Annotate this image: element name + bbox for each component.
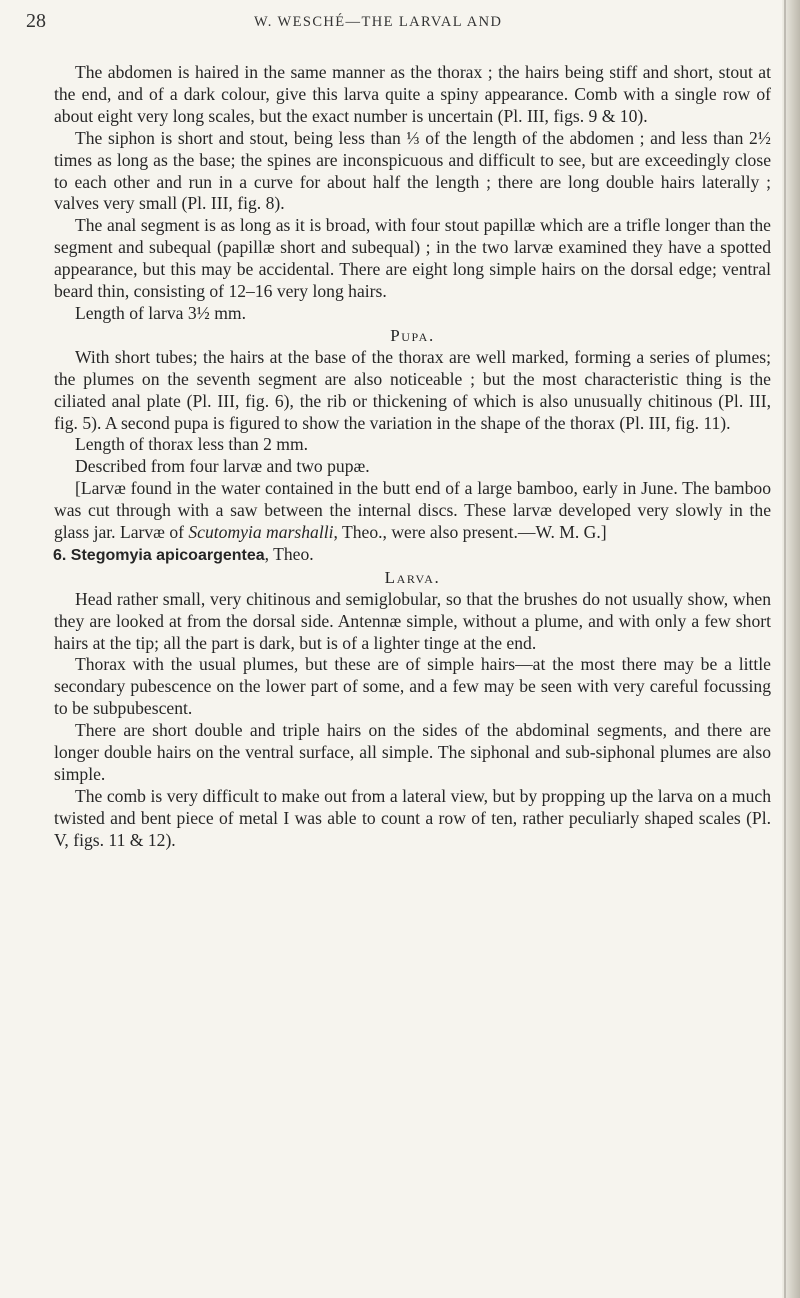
bracket-note-species: Scutomyia marshalli [188,522,334,543]
page-number: 28 [26,10,46,32]
paragraph-comb: The comb is very difficult to make out from a lateral view, but by propping up the larva on a much twisted and bent piece of metal I was able to count a row of ten, rather peculiarly shaped scales (Pl. V, figs. 11 & 12). [54,785,771,850]
paragraph-head: Head rather small, very chitinous and semiglobular, so that the brushes do not usually show, when they are looked at from the dorsal side. Antennæ simple, without a plume, and with only a few short hairs at the tip; all the part is dark, but is of a lighter tinge at the end. [54,588,771,653]
paragraph-abdominal-hairs: There are short double and triple hairs on the sides of the abdominal segments, and there are longer double hairs on the ventral surface, all simple. The siphonal and sub-siphonal plumes are also simple. [54,720,771,784]
paragraph-bracket-note [54,478,771,544]
paragraph-siphon: The siphon is short and stout, being less than ⅓ of the length of the abdomen ; and less than 2½ times as long as the base; the spines are inconspicuous and difficult to see, but are exceedingly close to each other and run in a curve for about half the length ; there are long double hairs laterally ; valves very small (Pl. III, fig. 8). [54,127,771,214]
body-text [54,62,771,852]
species-number: 6. [53,546,71,564]
section-heading-pupa: Pupa. [390,325,435,345]
species-name: Stegomyia apicoargentea [70,546,265,564]
running-head: W. WESCHÉ—THE LARVAL AND [254,14,503,30]
paragraph-thorax: Thorax with the usual plumes, but these are of simple hairs—at the most there may be a little secondary pubescence on the lower part of some, and a few may be seen with very careful focussing to be subpubescent. [54,654,771,719]
page-edge-line [784,0,786,1298]
paragraph-larva-length: Length of larva 3½ mm. [75,302,247,323]
species-heading [53,544,771,567]
page-header [26,8,786,36]
bracket-note-main: [Larvæ found in the water contained in the butt end of a large bamboo, early in June. The bamboo was cut through with a saw between the internal discs. These larvæ developed very slowly in the glass jar. Larvæ of [54,478,771,543]
section-heading-larva: Larva. [384,567,441,587]
bracket-note-end: , Theo., were also present.—W. M. G.] [333,522,607,543]
paragraph-abdomen: The abdomen is haired in the same manner as the thorax ; the hairs being stiff and short, stout at the end, and of a dark colour, give this larva quite a spiny appearance. Comb with a single row of about eight very long scales, but the exact number is uncertain (Pl. III, figs. 9 & 10). [54,62,771,126]
species-author: , Theo. [264,543,314,564]
paragraph-anal-segment: The anal segment is as long as it is broad, with four stout papillæ which are a trifle longer than the segment and subequal (papillæ short and subequal) ; in the two larvæ examined they have a spotted appearance, but this may be accidental. There are eight long simple hairs on the dorsal edge; ventral beard thin, consisting of 12–16 very long hairs. [54,215,771,302]
paragraph-described: Described from four larvæ and two pupæ. [75,456,370,477]
paragraph-thorax-length: Length of thorax less than 2 mm. [75,434,309,455]
paragraph-pupa: With short tubes; the hairs at the base of the thorax are well marked, forming a series of plumes; the plumes on the seventh segment are also noticeable ; but the most characteristic thing is the ciliated anal plate (Pl. III, fig. 6), the rib or thickening of which is also unusually chitinous (Pl. III, fig. 5). A second pupa is figured to show the variation in the shape of the thorax (Pl. III, fig. 11). [54,346,771,433]
